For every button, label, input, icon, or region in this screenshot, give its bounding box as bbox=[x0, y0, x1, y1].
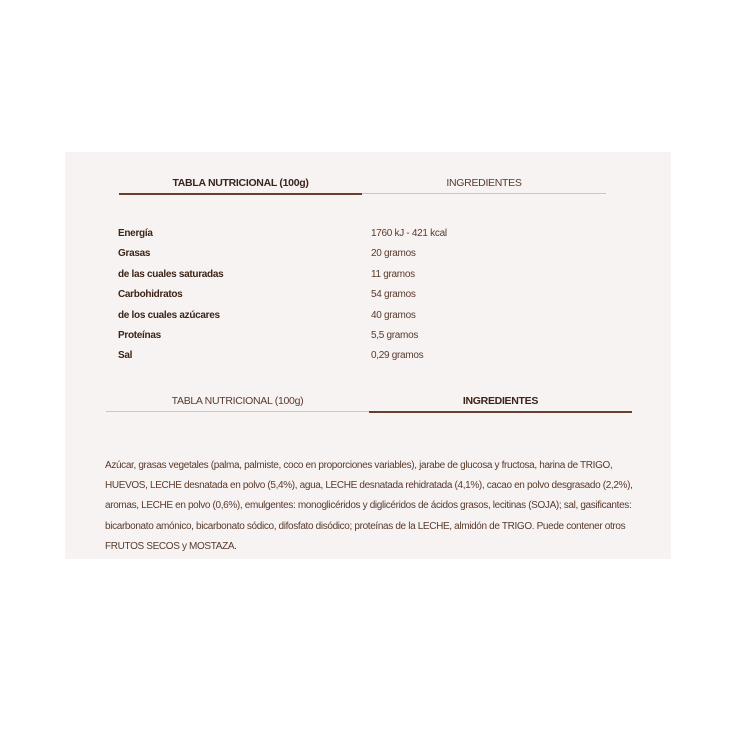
nutrition-label: de las cuales saturadas bbox=[118, 268, 224, 280]
tab-ingredients[interactable]: INGREDIENTES bbox=[362, 177, 606, 194]
nutrition-row-salt bbox=[118, 350, 568, 370]
nutrition-label: Proteínas bbox=[118, 329, 161, 341]
nutrition-row-protein bbox=[118, 330, 568, 350]
nutrition-value: 5,5 gramos bbox=[371, 329, 419, 341]
nutrition-row-energy bbox=[118, 228, 568, 248]
nutrition-row-carbohydrates bbox=[118, 289, 568, 309]
nutrition-label: Sal bbox=[118, 350, 133, 362]
nutrition-value: 40 gramos bbox=[371, 309, 416, 321]
nutrition-label: Carbohidratos bbox=[118, 289, 183, 301]
nutrition-row-saturated-fat bbox=[118, 269, 568, 289]
nutrition-row-fat bbox=[118, 248, 568, 268]
ingredients-text: Azúcar, grasas vegetales (palma, palmiste, coco en proporciones variables), jarabe de glucosa y fructosa, harina de TRIGO, HUEVOS, LECHE desnatada en polvo (5,4%), agua, LECHE desnatada rehidratada (4,1%), cacao en polvo desgrasado (2,2%), aromas, LECHE en polvo (0,6%), emulgentes: monoglicéridos y diglicéridos de ácidos grasos, lecitinas (SOJA); sal, gasificantes: bicarbonato amónico, bicarbonato sódico, difosfato disódico; proteínas de la LECHE, almidón de TRIGO. Puede contener otros FRUTOS SECOS y MOSTAZA. bbox=[105, 460, 633, 552]
tab-bar-top bbox=[119, 177, 606, 194]
nutrition-label: Energía bbox=[118, 228, 153, 239]
product-info-panel bbox=[65, 152, 671, 559]
nutrition-value: 20 gramos bbox=[371, 248, 416, 260]
nutrition-row-sugars bbox=[118, 310, 568, 330]
nutrition-value: 54 gramos bbox=[371, 289, 416, 301]
nutrition-value: 1760 kJ - 421 kcal bbox=[371, 228, 447, 239]
nutrition-value: 11 gramos bbox=[371, 268, 415, 280]
nutrition-table bbox=[118, 228, 568, 371]
tab-nutrition-table[interactable]: TABLA NUTRICIONAL (100g) bbox=[106, 395, 369, 412]
nutrition-value: 0,29 gramos bbox=[371, 350, 424, 362]
nutrition-label: Grasas bbox=[118, 248, 151, 260]
tab-ingredients[interactable]: INGREDIENTES bbox=[369, 395, 632, 413]
nutrition-label: de los cuales azúcares bbox=[118, 309, 220, 321]
tab-nutrition-table[interactable]: TABLA NUTRICIONAL (100g) bbox=[119, 177, 362, 195]
tab-bar-bottom bbox=[106, 395, 632, 412]
